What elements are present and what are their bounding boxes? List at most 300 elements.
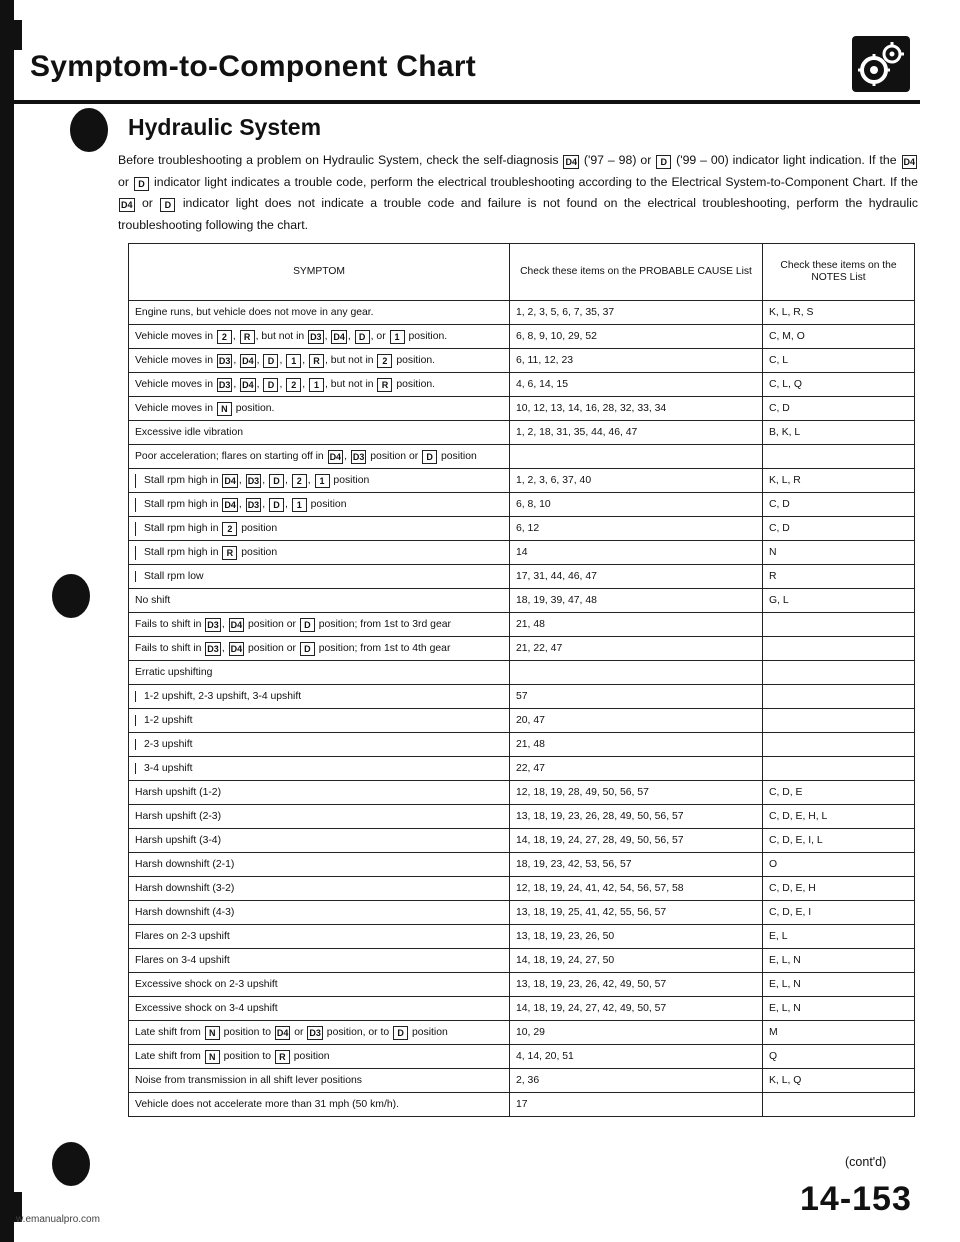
text-segment: Flares on 2-3 upshift <box>135 931 230 942</box>
header-symptom: SYMPTOM <box>129 244 510 301</box>
text-segment: Harsh upshift (3-4) <box>135 835 222 846</box>
symptom-cell <box>129 589 510 613</box>
text-segment: , <box>324 330 331 342</box>
text-segment: , <box>221 642 228 654</box>
text-segment: Harsh downshift (2-1) <box>135 859 235 870</box>
notes-cell: N <box>763 541 915 565</box>
symptom-cell <box>129 661 510 685</box>
shift-position-icon: D3 <box>352 451 365 462</box>
text-segment: , <box>256 378 263 390</box>
shift-position-icon: D3 <box>218 355 231 366</box>
shift-position-icon: 1 <box>309 378 324 392</box>
shift-position-icon: N <box>217 402 232 416</box>
probable-cause-cell <box>510 445 763 469</box>
symptom-cell <box>129 1045 510 1069</box>
text-segment: position; from 1st to 3rd gear <box>315 618 451 630</box>
text-segment: Vehicle does not accelerate more than 31 mph (50 km/h). <box>135 1099 399 1110</box>
symptom-cell <box>129 397 510 421</box>
notes-cell: E, L, N <box>763 949 915 973</box>
shift-position-icon: D3 <box>247 475 260 486</box>
symptom-cell <box>129 493 510 517</box>
shift-position-icon: D3 <box>310 331 322 342</box>
text-segment: Excessive shock on 3-4 upshift <box>135 1003 278 1014</box>
shift-position-icon: D3 <box>207 643 219 654</box>
shift-position-icon: D <box>656 155 671 169</box>
table-subrow <box>129 565 915 589</box>
text-segment: position <box>330 474 370 486</box>
probable-cause-cell <box>510 661 763 685</box>
text-segment: Vehicle moves in <box>135 378 216 390</box>
text-segment: , <box>347 330 354 342</box>
notes-cell: C, M, O <box>763 325 915 349</box>
table-subrow <box>129 709 915 733</box>
text-segment: Fails to shift in <box>135 618 205 630</box>
text-segment: , but not in <box>325 354 377 366</box>
text-segment: , <box>233 354 240 366</box>
shift-position-icon: D3 <box>247 499 260 510</box>
symptom-cell <box>129 565 510 589</box>
shift-position-icon: D4 <box>333 331 345 342</box>
shift-position-icon: D <box>263 354 278 368</box>
notes-cell: G, L <box>763 589 915 613</box>
probable-cause-cell: 17, 31, 44, 46, 47 <box>510 565 763 589</box>
symptom-cell <box>129 949 510 973</box>
notes-cell: K, L, Q <box>763 1069 915 1093</box>
text-segment: Vehicle moves in <box>135 330 216 342</box>
probable-cause-cell: 57 <box>510 685 763 709</box>
shift-position-icon: D <box>134 177 149 191</box>
transmission-gears-icon <box>852 36 910 92</box>
probable-cause-cell: 4, 14, 20, 51 <box>510 1045 763 1069</box>
shift-position-icon: D <box>422 450 437 464</box>
table-row <box>129 397 915 421</box>
notes-cell: C, D, E <box>763 781 915 805</box>
shift-position-icon: R <box>222 546 237 560</box>
probable-cause-cell: 1, 2, 18, 31, 35, 44, 46, 47 <box>510 421 763 445</box>
text-segment: position. <box>232 402 275 414</box>
text-segment: Stall rpm high in <box>144 498 222 510</box>
text-segment: position <box>307 498 347 510</box>
shift-position-icon: D4 <box>224 475 236 486</box>
table-row <box>129 949 915 973</box>
symptom-cell <box>129 685 510 709</box>
table-subrow <box>129 541 915 565</box>
text-segment: Late shift from <box>135 1050 204 1062</box>
shift-position-icon: D4 <box>329 451 342 462</box>
symptom-cell <box>129 733 510 757</box>
sub-symptom <box>135 739 193 750</box>
probable-cause-cell: 6, 12 <box>510 517 763 541</box>
sub-symptom <box>135 546 277 560</box>
sub-symptom <box>135 691 301 702</box>
probable-cause-cell: 14, 18, 19, 24, 27, 50 <box>510 949 763 973</box>
shift-position-icon: R <box>309 354 324 368</box>
table-row <box>129 853 915 877</box>
notes-cell: C, D <box>763 397 915 421</box>
text-segment: Stall rpm high in <box>144 474 222 486</box>
table-row <box>129 349 915 373</box>
probable-cause-cell: 2, 36 <box>510 1069 763 1093</box>
sub-symptom <box>135 474 369 488</box>
probable-cause-cell: 13, 18, 19, 23, 26, 42, 49, 50, 57 <box>510 973 763 997</box>
text-segment: , <box>279 378 286 390</box>
table-row <box>129 1021 915 1045</box>
text-segment: , <box>262 498 268 510</box>
shift-position-icon: D4 <box>242 355 254 366</box>
table-row <box>129 613 915 637</box>
text-segment: Erratic upshifting <box>135 667 213 678</box>
probable-cause-cell: 13, 18, 19, 23, 26, 50 <box>510 925 763 949</box>
text-segment: 1-2 upshift, 2-3 upshift, 3-4 upshift <box>144 691 302 702</box>
text-segment: indicator light indicates a trouble code, perform the electrical troubleshooting according to the Electrical System-to-Component Chart. If the <box>149 174 918 189</box>
notes-cell: K, L, R, S <box>763 301 915 325</box>
symptom-table <box>128 243 915 1117</box>
notes-cell <box>763 685 915 709</box>
probable-cause-cell: 13, 18, 19, 23, 26, 28, 49, 50, 56, 57 <box>510 805 763 829</box>
text-segment: Stall rpm high in <box>144 546 222 558</box>
shift-position-icon: D <box>269 474 284 488</box>
notes-cell <box>763 637 915 661</box>
text-segment: , or <box>370 330 389 342</box>
table-subrow <box>129 493 915 517</box>
shift-position-icon: D4 <box>121 200 133 210</box>
probable-cause-cell: 12, 18, 19, 24, 41, 42, 54, 56, 57, 58 <box>510 877 763 901</box>
shift-position-icon: 1 <box>390 330 405 344</box>
shift-position-icon: R <box>377 378 392 392</box>
text-segment: Engine runs, but vehicle does not move in any gear. <box>135 307 374 318</box>
notes-cell: C, D <box>763 517 915 541</box>
symptom-cell <box>129 829 510 853</box>
shift-position-icon: 2 <box>286 378 301 392</box>
text-segment: ('97 – 98) or <box>579 153 656 167</box>
symptom-cell <box>129 421 510 445</box>
notes-cell: E, L <box>763 925 915 949</box>
notes-cell: C, L <box>763 349 915 373</box>
text-segment: indicator light does not indicate a trouble code and failure is not found on the electrical troubleshooting, perform the hydraulic troubleshooting following the chart. <box>118 196 918 232</box>
notes-cell <box>763 757 915 781</box>
table-subrow <box>129 685 915 709</box>
shift-position-icon: D4 <box>276 1027 289 1038</box>
text-segment: , <box>233 378 240 390</box>
symptom-cell <box>129 541 510 565</box>
table-row <box>129 589 915 613</box>
text-segment: position <box>438 450 477 462</box>
notes-cell: R <box>763 565 915 589</box>
probable-cause-cell: 22, 47 <box>510 757 763 781</box>
symptom-cell <box>129 301 510 325</box>
notes-cell <box>763 613 915 637</box>
probable-cause-cell: 10, 29 <box>510 1021 763 1045</box>
section-title: Hydraulic System <box>128 114 322 140</box>
text-segment: , <box>238 498 245 510</box>
probable-cause-cell: 12, 18, 19, 28, 49, 50, 56, 57 <box>510 781 763 805</box>
text-segment: No shift <box>135 595 171 606</box>
text-segment: Flares on 3-4 upshift <box>135 955 230 966</box>
text-segment: position <box>290 1050 330 1062</box>
shift-position-icon: D4 <box>230 643 243 654</box>
text-segment: , <box>232 330 239 342</box>
probable-cause-cell: 10, 12, 13, 14, 16, 28, 32, 33, 34 <box>510 397 763 421</box>
sub-symptom <box>135 522 277 536</box>
symptom-cell <box>129 349 510 373</box>
shift-position-icon: D <box>160 198 175 212</box>
page-title: Symptom-to-Component Chart <box>30 50 477 83</box>
text-segment: position <box>238 546 278 558</box>
shift-position-icon: 2 <box>222 522 237 536</box>
text-segment: position <box>238 522 278 534</box>
symptom-cell <box>129 517 510 541</box>
shift-position-icon: 1 <box>286 354 301 368</box>
table-row <box>129 1093 915 1117</box>
text-segment: 2-3 upshift <box>144 739 193 750</box>
table-row <box>129 325 915 349</box>
side-bullet <box>52 1142 90 1186</box>
shift-position-icon: D <box>300 618 315 632</box>
table-subrow <box>129 757 915 781</box>
symptom-cell <box>129 997 510 1021</box>
table-row <box>129 301 915 325</box>
shift-position-icon: R <box>240 330 255 344</box>
text-segment: or <box>291 1026 307 1038</box>
text-segment: Excessive shock on 2-3 upshift <box>135 979 278 990</box>
shift-position-icon: 1 <box>315 474 330 488</box>
table-subrow <box>129 733 915 757</box>
table-row <box>129 973 915 997</box>
watermark: w.emanualpro.com <box>16 1214 100 1225</box>
symptom-cell <box>129 1069 510 1093</box>
notes-cell <box>763 1093 915 1117</box>
probable-cause-cell: 1, 2, 3, 6, 37, 40 <box>510 469 763 493</box>
table-group-row <box>129 661 915 685</box>
table-row <box>129 829 915 853</box>
sub-symptom <box>135 498 346 512</box>
text-segment: , <box>238 474 245 486</box>
symptom-cell <box>129 613 510 637</box>
text-segment: Vehicle moves in <box>135 402 216 414</box>
text-segment: or <box>118 174 133 189</box>
notes-cell: C, D, E, H <box>763 877 915 901</box>
probable-cause-cell: 20, 47 <box>510 709 763 733</box>
text-segment: position, or to <box>323 1026 393 1038</box>
probable-cause-cell: 1, 2, 3, 5, 6, 7, 35, 37 <box>510 301 763 325</box>
symptom-cell <box>129 877 510 901</box>
shift-position-icon: R <box>275 1050 290 1064</box>
shift-position-icon: N <box>205 1026 220 1040</box>
text-segment: position. <box>393 378 436 390</box>
text-segment: position or <box>245 642 299 654</box>
notes-cell: O <box>763 853 915 877</box>
page-number: 14-153 <box>800 1180 912 1218</box>
notes-cell: C, L, Q <box>763 373 915 397</box>
text-segment: Harsh downshift (3-2) <box>135 883 235 894</box>
text-segment: , <box>221 618 228 630</box>
text-segment: , <box>302 378 309 390</box>
header-rule <box>0 100 920 104</box>
shift-position-icon: D <box>263 378 278 392</box>
probable-cause-cell: 17 <box>510 1093 763 1117</box>
probable-cause-cell: 14 <box>510 541 763 565</box>
probable-cause-cell: 4, 6, 14, 15 <box>510 373 763 397</box>
text-segment: Excessive idle vibration <box>135 427 243 438</box>
probable-cause-cell: 6, 8, 10 <box>510 493 763 517</box>
symptom-cell <box>129 709 510 733</box>
table-subrow <box>129 469 915 493</box>
shift-position-icon: 1 <box>292 498 307 512</box>
notes-cell: C, D, E, I, L <box>763 829 915 853</box>
probable-cause-cell: 21, 48 <box>510 733 763 757</box>
notes-cell <box>763 445 915 469</box>
text-segment: , but not in <box>255 330 308 342</box>
symptom-cell <box>129 757 510 781</box>
text-segment: ('99 – 00) indicator light indication. If the <box>672 153 901 167</box>
notes-cell: E, L, N <box>763 973 915 997</box>
notes-cell <box>763 733 915 757</box>
shift-position-icon: D4 <box>903 157 916 167</box>
text-segment: , <box>262 474 268 486</box>
text-segment: Before troubleshooting a problem on Hydraulic System, check the self-diagnosis <box>118 153 563 167</box>
shift-position-icon: D4 <box>565 157 577 167</box>
table-row <box>129 901 915 925</box>
shift-position-icon: N <box>205 1050 220 1064</box>
symptom-cell <box>129 781 510 805</box>
text-segment: Harsh downshift (4-3) <box>135 907 235 918</box>
text-segment: Stall rpm low <box>144 571 204 582</box>
table-subrow <box>129 517 915 541</box>
sub-symptom <box>135 763 193 774</box>
symptom-cell <box>129 805 510 829</box>
table-row <box>129 997 915 1021</box>
text-segment: Late shift from <box>135 1026 204 1038</box>
shift-position-icon: D <box>355 330 370 344</box>
probable-cause-cell: 6, 11, 12, 23 <box>510 349 763 373</box>
text-segment: , <box>344 450 350 462</box>
probable-cause-cell: 21, 48 <box>510 613 763 637</box>
shift-position-icon: D <box>269 498 284 512</box>
symptom-cell <box>129 373 510 397</box>
text-segment: or <box>135 196 160 210</box>
shift-position-icon: D3 <box>309 1027 321 1038</box>
table-group-row <box>129 445 915 469</box>
symptom-cell <box>129 325 510 349</box>
notes-cell: B, K, L <box>763 421 915 445</box>
shift-position-icon: 2 <box>217 330 232 344</box>
shift-position-icon: D4 <box>230 619 243 630</box>
probable-cause-cell: 14, 18, 19, 24, 27, 42, 49, 50, 57 <box>510 997 763 1021</box>
text-segment: , <box>307 474 314 486</box>
symptom-cell <box>129 1093 510 1117</box>
text-segment: position; from 1st to 4th gear <box>315 642 451 654</box>
symptom-cell <box>129 637 510 661</box>
table-row <box>129 877 915 901</box>
shift-position-icon: D4 <box>242 379 254 390</box>
table-row <box>129 373 915 397</box>
shift-position-icon: D3 <box>207 619 219 630</box>
text-segment: position. <box>405 330 448 342</box>
notes-cell: C, D <box>763 493 915 517</box>
text-segment: , <box>302 354 309 366</box>
table-row <box>129 421 915 445</box>
symptom-cell <box>129 853 510 877</box>
probable-cause-cell: 14, 18, 19, 24, 27, 28, 49, 50, 56, 57 <box>510 829 763 853</box>
text-segment: , but not in <box>325 378 377 390</box>
table-row <box>129 1045 915 1069</box>
table-row <box>129 637 915 661</box>
notes-cell: M <box>763 1021 915 1045</box>
symptom-cell <box>129 469 510 493</box>
shift-position-icon: D3 <box>218 379 231 390</box>
shift-position-icon: D <box>300 642 315 656</box>
text-segment: 3-4 upshift <box>144 763 193 774</box>
table-row <box>129 781 915 805</box>
text-segment: , <box>279 354 286 366</box>
text-segment: Vehicle moves in <box>135 354 216 366</box>
symptom-cell <box>129 901 510 925</box>
section-bullet <box>70 108 108 152</box>
notes-cell <box>763 661 915 685</box>
notes-cell: C, D, E, I <box>763 901 915 925</box>
text-segment: Noise from transmission in all shift lever positions <box>135 1075 362 1086</box>
text-segment: Harsh upshift (2-3) <box>135 811 222 822</box>
notes-cell: K, L, R <box>763 469 915 493</box>
notes-cell: Q <box>763 1045 915 1069</box>
notes-cell <box>763 709 915 733</box>
shift-position-icon: 2 <box>377 354 392 368</box>
notes-cell: C, D, E, H, L <box>763 805 915 829</box>
text-segment: position or <box>367 450 422 462</box>
text-segment: Poor acceleration; flares on starting off in <box>135 450 327 462</box>
probable-cause-cell: 18, 19, 23, 42, 53, 56, 57 <box>510 853 763 877</box>
text-segment: position <box>409 1026 448 1038</box>
intro-paragraph <box>118 150 918 236</box>
table-row <box>129 925 915 949</box>
binder-notch <box>0 20 22 50</box>
text-segment: , <box>284 474 291 486</box>
sub-symptom <box>135 571 203 582</box>
text-segment: Stall rpm high in <box>144 522 222 534</box>
header-notes: Check these items on the NOTES List <box>763 244 915 301</box>
shift-position-icon: 2 <box>292 474 307 488</box>
symptom-cell <box>129 973 510 997</box>
continued-label: (cont'd) <box>845 1155 887 1169</box>
text-segment: position or <box>245 618 299 630</box>
table-row <box>129 805 915 829</box>
text-segment: Harsh upshift (1-2) <box>135 787 222 798</box>
text-segment: position. <box>393 354 436 366</box>
text-segment: Fails to shift in <box>135 642 205 654</box>
probable-cause-cell: 18, 19, 39, 47, 48 <box>510 589 763 613</box>
table-header-row <box>129 244 915 301</box>
probable-cause-cell: 13, 18, 19, 25, 41, 42, 55, 56, 57 <box>510 901 763 925</box>
table-row <box>129 1069 915 1093</box>
symptom-cell <box>129 445 510 469</box>
probable-cause-cell: 21, 22, 47 <box>510 637 763 661</box>
symptom-cell <box>129 925 510 949</box>
text-segment: position to <box>220 1026 274 1038</box>
text-segment: 1-2 upshift <box>144 715 193 726</box>
probable-cause-cell: 6, 8, 9, 10, 29, 52 <box>510 325 763 349</box>
side-bullet <box>52 574 90 618</box>
text-segment: position to <box>220 1050 274 1062</box>
text-segment: , <box>284 498 291 510</box>
symptom-cell <box>129 1021 510 1045</box>
sub-symptom <box>135 715 193 726</box>
notes-cell: E, L, N <box>763 997 915 1021</box>
header-probable-cause: Check these items on the PROBABLE CAUSE List <box>510 244 763 301</box>
shift-position-icon: D <box>393 1026 408 1040</box>
binder-edge <box>0 0 14 1242</box>
shift-position-icon: D4 <box>224 499 236 510</box>
text-segment: , <box>256 354 263 366</box>
